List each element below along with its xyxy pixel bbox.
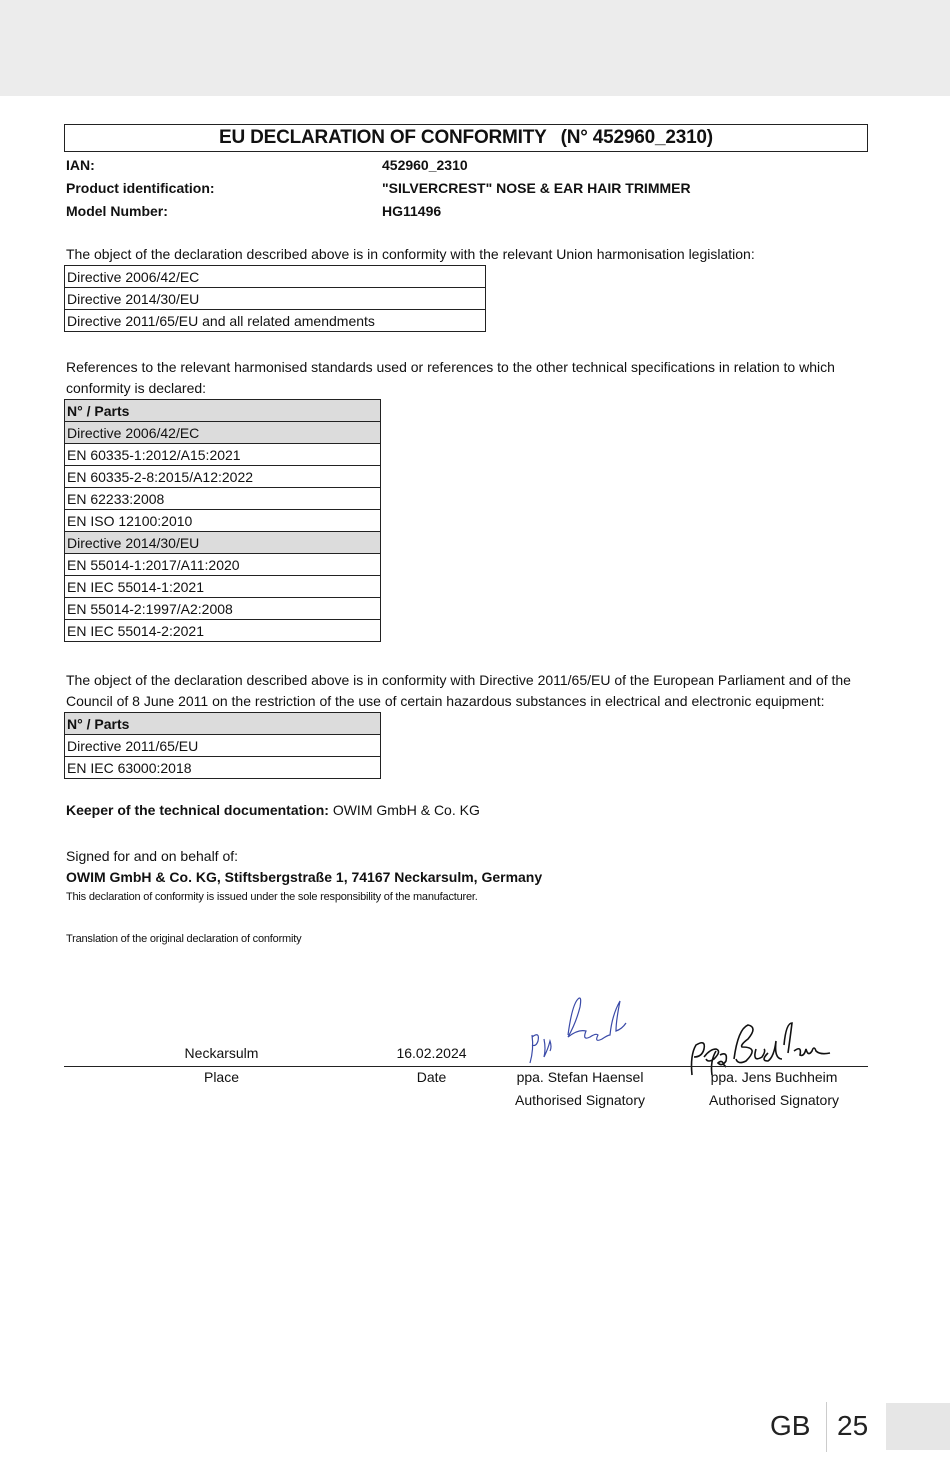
table-row (65, 532, 381, 554)
table-row (65, 620, 381, 642)
signature-haensel (524, 995, 634, 1067)
info-value: "SILVERCREST" NOSE & EAR HAIR TRIMMER (382, 179, 691, 196)
date-value: 16.02.2024 (396, 1045, 467, 1061)
table-header: N° / Parts (65, 400, 381, 422)
signer-1-name: ppa. Stefan Haensel (516, 1069, 644, 1085)
info-label: Model Number: (66, 202, 168, 219)
rohs-cell: Directive 2011/65/EU (65, 735, 381, 757)
language-code: GB (770, 1410, 811, 1441)
standard-cell: Directive 2014/30/EU (65, 532, 381, 554)
standard-cell: EN 60335-1:2012/A15:2021 (65, 444, 381, 466)
standards-table (64, 399, 381, 642)
table-row (65, 554, 381, 576)
standard-cell: EN ISO 12100:2010 (65, 510, 381, 532)
conformity-statement: The object of the declaration described above is in conformity with the relevant Union harmonisation legislation: (66, 246, 755, 262)
keeper-label: Keeper of the technical documentation: (66, 802, 329, 818)
declaration-document (64, 124, 868, 945)
info-row-model (64, 199, 868, 222)
rohs-cell: EN IEC 63000:2018 (65, 757, 381, 779)
declaration-number: (N° 452960_2310) (560, 127, 713, 148)
standard-cell: EN IEC 55014-1:2021 (65, 576, 381, 598)
translation-note: Translation of the original declaration of conformity (66, 933, 302, 945)
table-row (65, 598, 381, 620)
standard-cell: EN IEC 55014-2:2021 (65, 620, 381, 642)
header-band (0, 0, 950, 96)
table-row (65, 466, 381, 488)
table-header-row (65, 400, 381, 422)
table-row (65, 488, 381, 510)
info-value: 452960_2310 (382, 156, 468, 173)
table-row (65, 735, 381, 757)
place-label: Place (203, 1069, 240, 1085)
signed-for-label: Signed for and on behalf of: (66, 848, 239, 864)
standard-cell: EN 55014-2:1997/A2:2008 (65, 598, 381, 620)
table-row (65, 310, 486, 332)
info-row-ian (64, 153, 868, 176)
responsibility-note: This declaration of conformity is issued under the sole responsibility of the manufacturer. (66, 891, 478, 903)
directives-table (64, 265, 486, 332)
directive-cell: Directive 2014/30/EU (65, 288, 486, 310)
table-row (65, 422, 381, 444)
directive-cell: Directive 2011/65/EU and all related amendments (65, 310, 486, 332)
date-label: Date (416, 1069, 447, 1085)
info-label: IAN: (66, 156, 95, 173)
table-row (65, 444, 381, 466)
directive-cell: Directive 2006/42/EC (65, 266, 486, 288)
signature-area (64, 995, 868, 1120)
table-header-row (65, 713, 381, 735)
table-row (65, 757, 381, 779)
info-row-product (64, 176, 868, 199)
table-row (65, 510, 381, 532)
footer-tab (886, 1403, 950, 1450)
table-header: N° / Parts (65, 713, 381, 735)
declaration-title: EU DECLARATION OF CONFORMITY (219, 127, 547, 148)
rohs-table (64, 712, 381, 779)
standard-cell: EN 60335-2-8:2015/A12:2022 (65, 466, 381, 488)
footer-divider (826, 1402, 827, 1452)
table-row (65, 266, 486, 288)
keeper-value: OWIM GmbH & Co. KG (332, 802, 480, 818)
signer-2-role: Authorised Signatory (709, 1092, 839, 1108)
info-value: HG11496 (382, 202, 442, 219)
info-label: Product identification: (66, 179, 215, 196)
signer-1-role: Authorised Signatory (515, 1092, 645, 1108)
company-address: OWIM GmbH & Co. KG, Stiftsbergstraße 1, 74167 Neckarsulm, Germany (66, 869, 543, 885)
references-statement: References to the relevant harmonised standards used or references to the other technical specifications in relation to which conformity is declared: (66, 359, 835, 396)
table-row (65, 576, 381, 598)
signer-2-name: ppa. Jens Buchheim (710, 1069, 838, 1085)
standard-cell: EN 55014-1:2017/A11:2020 (65, 554, 381, 576)
standard-cell: Directive 2006/42/EC (65, 422, 381, 444)
standard-cell: EN 62233:2008 (65, 488, 381, 510)
table-row (65, 288, 486, 310)
place-value: Neckarsulm (184, 1045, 259, 1061)
declaration-title-box (64, 124, 868, 152)
rohs-statement: The object of the declaration described above is in conformity with Directive 2011/65/EU of the European Parliament and of the Council of 8 June 2011 on the restriction of the use of certain hazardous substances in electrical and electronic equipment: (66, 672, 851, 709)
keeper-line (64, 802, 868, 818)
signature-line (64, 1066, 868, 1067)
page-number: 25 (837, 1410, 869, 1441)
